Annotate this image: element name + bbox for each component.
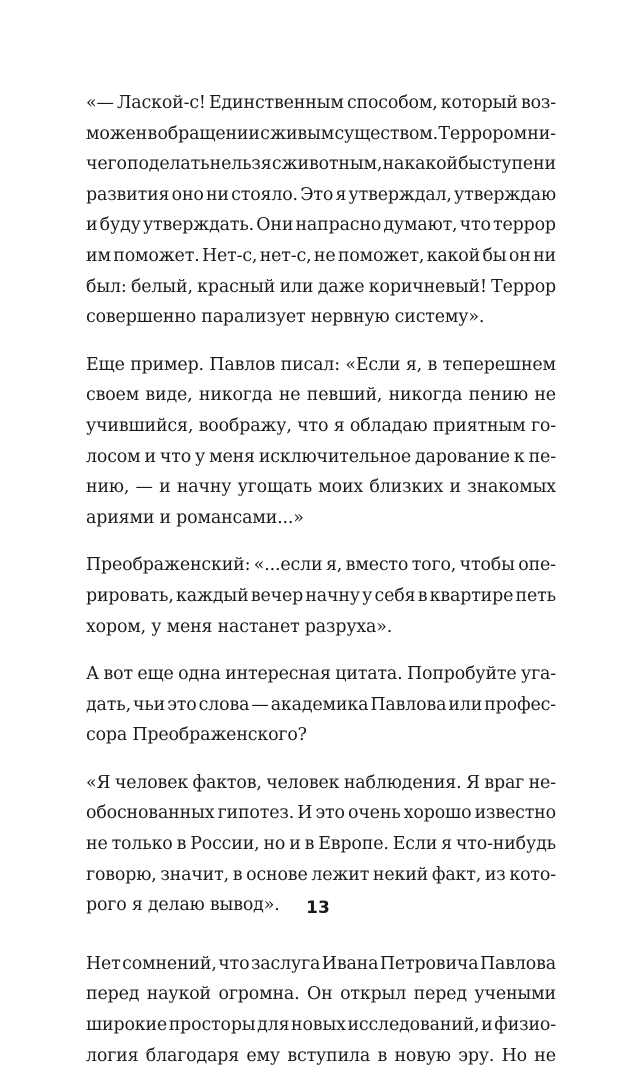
text-line: лосом и что у меня исключительное дарование к пе- [86, 446, 556, 467]
text-line: чего поделать нельзя с животным, на какой бы ступени [86, 154, 556, 175]
text-line: логия благодаря ему вступила в новую эру. Но не [86, 1045, 556, 1066]
text-line: развития оно ни стояло. Это я утверждал, утверждаю [86, 184, 556, 205]
text-line: учившийся, воображу, что я обладаю приятным го- [86, 415, 556, 436]
text-line: говорю, значит, в основе лежит некий факт, из кото- [86, 864, 556, 885]
quote-paragraph-terror [86, 88, 556, 333]
text-line: нию, — и начну угощать моих близких и знакомых [86, 477, 556, 498]
text-line: рого я делаю вывод». [86, 895, 280, 916]
text-line: обоснованных гипотез. И это очень хорошо известно [86, 803, 556, 824]
paragraph-guess-quote [86, 659, 556, 751]
text-line: дать, чьи это слова — академика Павлова или профес- [86, 694, 556, 715]
paragraph-preobrazhensky-quote [86, 550, 556, 642]
text-line: был: белый, красный или даже коричневый! Террор [86, 276, 556, 297]
paragraph-pavlov-merit [86, 949, 556, 1071]
text-line: широкие просторы для новых исследований, и физио- [86, 1015, 556, 1036]
text-line: своем виде, никогда не певший, никогда пению не [86, 385, 556, 406]
text-line: можен в обращении с живым существом. Террором ни- [86, 123, 556, 144]
text-line: Нет сомнений, что заслуга Ивана Петровича Павлова [86, 953, 556, 974]
text-line: Преображенский: «...если я, вместо того, чтобы опе- [86, 555, 556, 576]
page-body [86, 88, 556, 1088]
text-line: им поможет. Нет-с, нет-с, не поможет, какой бы он ни [86, 245, 556, 266]
text-line: ариями и романсами...» [86, 507, 304, 528]
text-line: сора Преображенского? [86, 725, 307, 746]
text-line: и буду утверждать. Они напрасно думают, что террор [86, 215, 556, 236]
text-line: хором, у меня настанет разруха». [86, 616, 393, 637]
text-line: рировать, каждый вечер начну у себя в квартире петь [86, 585, 556, 606]
text-line: «Я человек фактов, человек наблюдения. Я враг не- [86, 772, 556, 793]
page-number: 13 [306, 898, 330, 918]
text-line: Еще пример. Павлов писал: «Если я, в теперешнем [86, 354, 556, 375]
text-line: не только в России, но и в Европе. Если я что-нибудь [86, 834, 556, 855]
text-line: перед наукой огромна. Он открыл перед учеными [86, 984, 556, 1005]
text-line: А вот еще одна интересная цитата. Попробуйте уга- [86, 664, 556, 685]
paragraph-pavlov-example [86, 350, 556, 534]
text-line: совершенно парализует нервную систему». [86, 307, 485, 328]
text-line: «— Лаской-с! Единственным способом, который воз- [86, 93, 556, 113]
